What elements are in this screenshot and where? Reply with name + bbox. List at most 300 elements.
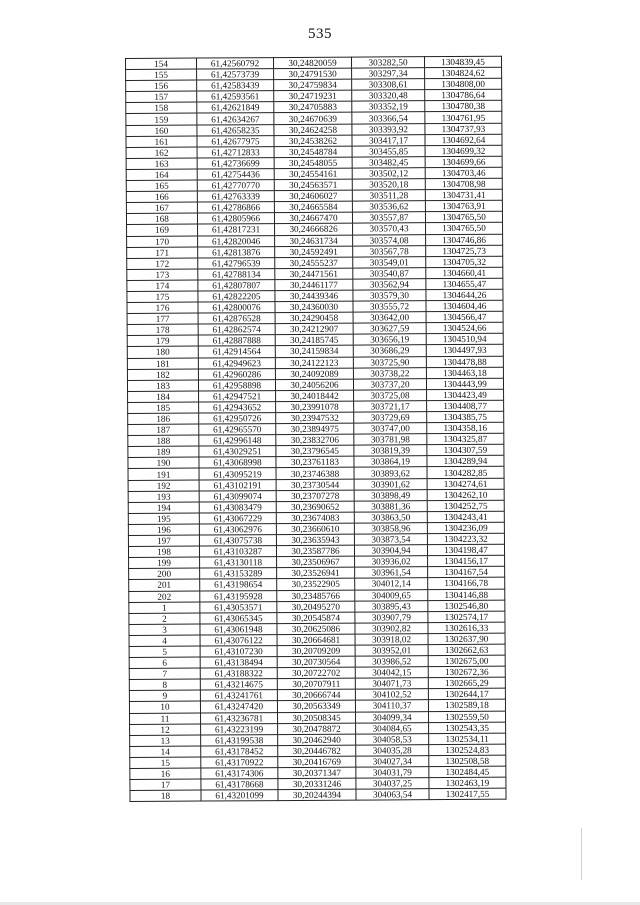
- latitude-cell: 61,43170922: [201, 756, 278, 768]
- x-coordinate-cell: 303902,82: [355, 622, 428, 634]
- x-coordinate-cell: 303952,01: [355, 645, 428, 657]
- point-number-cell: 4: [129, 635, 200, 647]
- y-coordinate-cell: 1304746,86: [426, 234, 503, 246]
- x-coordinate-cell: 303721,17: [354, 401, 427, 413]
- point-number-cell: 167: [126, 202, 197, 214]
- latitude-cell: 61,43195928: [200, 590, 277, 602]
- y-coordinate-cell: 1304765,50: [425, 212, 502, 224]
- x-coordinate-cell: 303747,00: [354, 423, 427, 435]
- y-coordinate-cell: 1304510,94: [426, 334, 503, 346]
- longitude-cell: 30,24471561: [275, 268, 353, 280]
- latitude-cell: 61,42677975: [197, 135, 274, 147]
- longitude-cell: 30,23674083: [276, 512, 354, 524]
- latitude-cell: 61,42573739: [197, 69, 274, 81]
- y-coordinate-cell: 1302675,00: [428, 655, 505, 667]
- longitude-cell: 30,20462940: [278, 734, 356, 746]
- longitude-cell: 30,23991078: [276, 401, 354, 413]
- x-coordinate-cell: 303574,08: [353, 234, 426, 246]
- point-number-cell: 172: [127, 258, 198, 270]
- latitude-cell: 61,42965570: [199, 424, 276, 436]
- latitude-cell: 61,42583439: [197, 80, 274, 92]
- longitude-cell: 30,20563349: [277, 701, 355, 713]
- x-coordinate-cell: 303907,79: [355, 611, 428, 623]
- point-number-cell: 2: [129, 613, 200, 625]
- y-coordinate-cell: 1304839,45: [424, 56, 501, 68]
- x-coordinate-cell: 304102,52: [355, 689, 428, 701]
- point-number-cell: 3: [129, 624, 200, 636]
- x-coordinate-cell: 303570,43: [353, 223, 426, 235]
- y-coordinate-cell: 1304524,66: [426, 322, 503, 334]
- point-number-cell: 189: [128, 446, 199, 458]
- y-coordinate-cell: 1302508,58: [429, 755, 506, 767]
- longitude-cell: 30,20244394: [278, 789, 356, 801]
- x-coordinate-cell: 303986,52: [355, 656, 428, 668]
- longitude-cell: 30,24538262: [274, 135, 352, 147]
- longitude-cell: 30,24631734: [275, 235, 353, 247]
- longitude-cell: 30,24056206: [275, 379, 353, 391]
- longitude-cell: 30,20707911: [277, 678, 355, 690]
- coordinate-table: [125, 56, 507, 803]
- latitude-cell: 61,42736699: [197, 157, 274, 169]
- x-coordinate-cell: 303656,19: [353, 334, 426, 346]
- latitude-cell: 61,42887888: [198, 335, 275, 347]
- point-number-cell: 6: [129, 657, 200, 669]
- point-number-cell: 194: [128, 502, 199, 514]
- x-coordinate-cell: 303579,30: [353, 290, 426, 302]
- longitude-cell: 30,20495270: [277, 601, 355, 613]
- longitude-cell: 30,24290458: [275, 312, 353, 324]
- longitude-cell: 30,23526941: [277, 567, 355, 579]
- x-coordinate-cell: 303549,01: [353, 256, 426, 268]
- point-number-cell: 14: [130, 746, 201, 758]
- latitude-cell: 61,42914564: [198, 346, 275, 358]
- y-coordinate-cell: 1304325,87: [427, 433, 504, 445]
- y-coordinate-cell: 1304156,17: [428, 555, 505, 567]
- x-coordinate-cell: 303686,29: [353, 345, 426, 357]
- point-number-cell: 197: [128, 535, 199, 547]
- longitude-cell: 30,24092089: [275, 368, 353, 380]
- point-number-cell: 193: [128, 491, 199, 503]
- latitude-cell: 61,43083479: [199, 501, 276, 513]
- latitude-cell: 61,42634267: [197, 113, 274, 125]
- longitude-cell: 30,24667470: [274, 212, 352, 224]
- x-coordinate-cell: 304042,15: [355, 667, 428, 679]
- longitude-cell: 30,24665584: [274, 201, 352, 213]
- point-number-cell: 185: [128, 402, 199, 414]
- y-coordinate-cell: 1304644,26: [426, 289, 503, 301]
- latitude-cell: 61,42813876: [198, 246, 275, 258]
- latitude-cell: 61,42712833: [197, 146, 274, 158]
- longitude-cell: 30,20478872: [278, 723, 356, 735]
- latitude-cell: 61,42949623: [198, 357, 275, 369]
- y-coordinate-cell: 1304289,94: [427, 456, 504, 468]
- y-coordinate-cell: 1304824,62: [425, 67, 502, 79]
- y-coordinate-cell: 1302417,55: [429, 788, 506, 800]
- y-coordinate-cell: 1304274,61: [427, 478, 504, 490]
- y-coordinate-cell: 1304761,95: [425, 112, 502, 124]
- y-coordinate-cell: 1304166,78: [428, 578, 505, 590]
- point-number-cell: 179: [127, 335, 198, 347]
- latitude-cell: 61,43067229: [199, 512, 276, 524]
- longitude-cell: 30,24592491: [275, 246, 353, 258]
- x-coordinate-cell: 303627,59: [353, 323, 426, 335]
- point-number-cell: 170: [127, 236, 198, 248]
- x-coordinate-cell: 303511,28: [352, 190, 425, 202]
- latitude-cell: 61,43138494: [200, 657, 277, 669]
- point-number-cell: 181: [127, 358, 198, 370]
- longitude-cell: 30,20446782: [278, 745, 356, 757]
- x-coordinate-cell: 303352,19: [352, 101, 425, 113]
- longitude-cell: 30,23894975: [276, 423, 354, 435]
- y-coordinate-cell: 1304808,00: [425, 78, 502, 90]
- longitude-cell: 30,23690652: [276, 501, 354, 513]
- x-coordinate-cell: 303858,96: [354, 523, 427, 535]
- point-number-cell: 196: [128, 524, 199, 536]
- longitude-cell: 30,23635943: [276, 534, 354, 546]
- latitude-cell: 61,43103287: [199, 546, 276, 558]
- point-number-cell: 186: [128, 413, 199, 425]
- latitude-cell: 61,42763339: [197, 191, 274, 203]
- latitude-cell: 61,42862574: [198, 324, 275, 336]
- latitude-cell: 61,42807807: [198, 279, 275, 291]
- x-coordinate-cell: 303961,54: [355, 567, 428, 579]
- x-coordinate-cell: 303555,72: [353, 301, 426, 313]
- latitude-cell: 61,43236781: [201, 712, 278, 724]
- x-coordinate-cell: 303520,18: [352, 179, 425, 191]
- x-coordinate-cell: 303540,87: [353, 267, 426, 279]
- point-number-cell: 165: [126, 180, 197, 192]
- latitude-cell: 61,42805966: [197, 213, 274, 225]
- point-number-cell: 164: [126, 169, 197, 181]
- point-number-cell: 175: [127, 291, 198, 303]
- point-number-cell: 154: [126, 58, 197, 70]
- x-coordinate-cell: 304031,79: [356, 767, 429, 779]
- latitude-cell: 61,43174306: [201, 768, 278, 780]
- x-coordinate-cell: 303893,62: [354, 467, 427, 479]
- latitude-cell: 61,43029251: [199, 446, 276, 458]
- page-number: 535: [308, 26, 332, 42]
- x-coordinate-cell: 303864,19: [354, 456, 427, 468]
- y-coordinate-cell: 1304252,75: [427, 500, 504, 512]
- x-coordinate-cell: 303901,62: [354, 478, 427, 490]
- y-coordinate-cell: 1302543,35: [429, 722, 506, 734]
- latitude-cell: 61,42800076: [198, 302, 275, 314]
- longitude-cell: 30,24563571: [274, 179, 352, 191]
- point-number-cell: 183: [127, 380, 198, 392]
- latitude-cell: 61,42786866: [197, 202, 274, 214]
- x-coordinate-cell: 304063,54: [356, 789, 429, 801]
- point-number-cell: 163: [126, 158, 197, 170]
- latitude-cell: 61,42960286: [198, 368, 275, 380]
- longitude-cell: 30,24122123: [275, 357, 353, 369]
- latitude-cell: 61,43099074: [199, 490, 276, 502]
- point-number-cell: 192: [128, 480, 199, 492]
- x-coordinate-cell: 303320,48: [352, 90, 425, 102]
- latitude-cell: 61,42950726: [199, 413, 276, 425]
- y-coordinate-cell: 1304705,32: [426, 256, 503, 268]
- latitude-cell: 61,43076122: [200, 634, 277, 646]
- y-coordinate-cell: 1304655,47: [426, 278, 503, 290]
- latitude-cell: 61,42876528: [198, 313, 275, 325]
- x-coordinate-cell: 303904,94: [354, 545, 427, 557]
- longitude-cell: 30,23746388: [276, 468, 354, 480]
- point-number-cell: 174: [127, 280, 198, 292]
- longitude-cell: 30,20666744: [277, 689, 355, 701]
- latitude-cell: 61,43095219: [199, 468, 276, 480]
- longitude-cell: 30,24670639: [274, 113, 352, 125]
- y-coordinate-cell: 1302534,11: [429, 733, 506, 745]
- point-number-cell: 190: [128, 457, 199, 469]
- x-coordinate-cell: 303308,61: [352, 79, 425, 91]
- latitude-cell: 61,43062976: [199, 524, 276, 536]
- latitude-cell: 61,42822205: [198, 291, 275, 303]
- point-number-cell: 9: [129, 690, 200, 702]
- point-number-cell: 166: [126, 191, 197, 203]
- x-coordinate-cell: 304037,25: [356, 778, 429, 790]
- point-number-cell: 161: [126, 136, 197, 148]
- y-coordinate-cell: 1304423,49: [427, 389, 504, 401]
- longitude-cell: 30,23587786: [276, 545, 354, 557]
- latitude-cell: 61,43053571: [200, 601, 277, 613]
- x-coordinate-cell: 303297,34: [352, 68, 425, 80]
- latitude-cell: 61,43153289: [200, 568, 277, 580]
- latitude-cell: 61,43068998: [199, 457, 276, 469]
- point-number-cell: 11: [130, 713, 201, 725]
- point-number-cell: 182: [127, 369, 198, 381]
- longitude-cell: 30,23660610: [276, 523, 354, 535]
- y-coordinate-cell: 1304243,41: [427, 511, 504, 523]
- x-coordinate-cell: 303895,43: [355, 600, 428, 612]
- y-coordinate-cell: 1302637,90: [428, 633, 505, 645]
- longitude-cell: 30,24624258: [274, 124, 352, 136]
- x-coordinate-cell: 303536,62: [352, 201, 425, 213]
- point-number-cell: 158: [126, 102, 197, 114]
- point-number-cell: 191: [128, 469, 199, 481]
- longitude-cell: 30,23730544: [276, 479, 354, 491]
- x-coordinate-cell: 303819,39: [354, 445, 427, 457]
- longitude-cell: 30,24360030: [275, 301, 353, 313]
- y-coordinate-cell: 1302662,63: [428, 644, 505, 656]
- longitude-cell: 30,24791530: [274, 68, 352, 80]
- point-number-cell: 162: [126, 147, 197, 159]
- y-coordinate-cell: 1304731,41: [425, 189, 502, 201]
- x-coordinate-cell: 303366,54: [352, 112, 425, 124]
- point-number-cell: 200: [129, 568, 200, 580]
- y-coordinate-cell: 1302644,17: [428, 689, 505, 701]
- longitude-cell: 30,24461177: [275, 279, 353, 291]
- y-coordinate-cell: 1304708,98: [425, 178, 502, 190]
- longitude-cell: 30,23522905: [277, 579, 355, 591]
- longitude-cell: 30,24212907: [275, 323, 353, 335]
- y-coordinate-cell: 1304763,91: [425, 200, 502, 212]
- latitude-cell: 61,43178452: [201, 745, 278, 757]
- x-coordinate-cell: 303729,69: [354, 412, 427, 424]
- y-coordinate-cell: 1304385,75: [427, 411, 504, 423]
- longitude-cell: 30,20545874: [277, 612, 355, 624]
- x-coordinate-cell: 304099,34: [355, 711, 428, 723]
- point-number-cell: 18: [130, 790, 201, 802]
- longitude-cell: 30,24439346: [275, 290, 353, 302]
- latitude-cell: 61,43247420: [200, 701, 277, 713]
- longitude-cell: 30,23796545: [276, 445, 354, 457]
- y-coordinate-cell: 1304167,54: [428, 567, 505, 579]
- y-coordinate-cell: 1304725,73: [426, 245, 503, 257]
- point-number-cell: 17: [130, 779, 201, 791]
- longitude-cell: 30,24548055: [274, 157, 352, 169]
- x-coordinate-cell: 303898,49: [354, 489, 427, 501]
- y-coordinate-cell: 1304780,38: [425, 101, 502, 113]
- latitude-cell: 61,43130118: [200, 557, 277, 569]
- longitude-cell: 30,24159834: [275, 346, 353, 358]
- point-number-cell: 7: [129, 668, 200, 680]
- point-number-cell: 180: [127, 346, 198, 358]
- latitude-cell: 61,43201099: [201, 790, 278, 802]
- latitude-cell: 61,43188322: [200, 668, 277, 680]
- latitude-cell: 61,43107230: [200, 646, 277, 658]
- x-coordinate-cell: 303642,00: [353, 312, 426, 324]
- latitude-cell: 61,42943652: [199, 401, 276, 413]
- latitude-cell: 61,42958898: [198, 379, 275, 391]
- latitude-cell: 61,42788134: [198, 268, 275, 280]
- y-coordinate-cell: 1304358,16: [427, 422, 504, 434]
- y-coordinate-cell: 1304282,85: [427, 467, 504, 479]
- point-number-cell: 173: [127, 269, 198, 281]
- latitude-cell: 61,42996148: [199, 435, 276, 447]
- x-coordinate-cell: 303863,50: [354, 512, 427, 524]
- longitude-cell: 30,23761183: [276, 456, 354, 468]
- x-coordinate-cell: 304009,65: [355, 589, 428, 601]
- longitude-cell: 30,23485766: [277, 590, 355, 602]
- longitude-cell: 30,24554161: [274, 168, 352, 180]
- point-number-cell: 187: [128, 424, 199, 436]
- y-coordinate-cell: 1302574,17: [428, 611, 505, 623]
- y-coordinate-cell: 1302546,80: [428, 600, 505, 612]
- y-coordinate-cell: 1304443,99: [426, 378, 503, 390]
- y-coordinate-cell: 1304408,77: [427, 400, 504, 412]
- point-number-cell: 178: [127, 324, 198, 336]
- point-number-cell: 199: [129, 557, 200, 569]
- latitude-cell: 61,42658235: [197, 124, 274, 136]
- longitude-cell: 30,23707278: [276, 490, 354, 502]
- longitude-cell: 30,24018442: [276, 390, 354, 402]
- x-coordinate-cell: 303502,12: [352, 168, 425, 180]
- latitude-cell: 61,42770770: [197, 180, 274, 192]
- x-coordinate-cell: 304012,14: [355, 578, 428, 590]
- longitude-cell: 30,24185745: [275, 334, 353, 346]
- longitude-cell: 30,24548784: [274, 146, 352, 158]
- point-number-cell: 16: [130, 768, 201, 780]
- longitude-cell: 30,20331246: [278, 778, 356, 790]
- y-coordinate-cell: 1304660,41: [426, 267, 503, 279]
- point-number-cell: 15: [130, 757, 201, 769]
- y-coordinate-cell: 1302665,29: [428, 677, 505, 689]
- point-number-cell: 198: [128, 546, 199, 558]
- point-number-cell: 159: [126, 114, 197, 126]
- y-coordinate-cell: 1304223,32: [427, 533, 504, 545]
- latitude-cell: 61,42817231: [198, 224, 275, 236]
- latitude-cell: 61,43065345: [200, 612, 277, 624]
- point-number-cell: 13: [130, 735, 201, 747]
- latitude-cell: 61,43198654: [200, 579, 277, 591]
- point-number-cell: 8: [129, 679, 200, 691]
- point-number-cell: 169: [127, 224, 198, 236]
- x-coordinate-cell: 303781,98: [354, 434, 427, 446]
- longitude-cell: 30,20664681: [277, 634, 355, 646]
- x-coordinate-cell: 303482,45: [352, 157, 425, 169]
- latitude-cell: 61,43214675: [200, 679, 277, 691]
- x-coordinate-cell: 303455,85: [352, 145, 425, 157]
- latitude-cell: 61,43102191: [199, 479, 276, 491]
- y-coordinate-cell: 1304699,32: [425, 145, 502, 157]
- y-coordinate-cell: 1304737,93: [425, 123, 502, 135]
- longitude-cell: 30,20722702: [277, 667, 355, 679]
- point-number-cell: 157: [126, 91, 197, 103]
- y-coordinate-cell: 1304146,88: [428, 589, 505, 601]
- latitude-cell: 61,42947521: [199, 390, 276, 402]
- latitude-cell: 61,42754436: [197, 169, 274, 181]
- y-coordinate-cell: 1304566,47: [426, 311, 503, 323]
- x-coordinate-cell: 304071,73: [355, 678, 428, 690]
- y-coordinate-cell: 1304478,88: [426, 356, 503, 368]
- table-row: [130, 788, 506, 801]
- latitude-cell: 61,42621849: [197, 102, 274, 114]
- point-number-cell: 1: [129, 602, 200, 614]
- point-number-cell: 195: [128, 513, 199, 525]
- latitude-cell: 61,43178668: [201, 779, 278, 791]
- latitude-cell: 61,42796539: [198, 257, 275, 269]
- latitude-cell: 61,43075738: [199, 535, 276, 547]
- latitude-cell: 61,42820046: [198, 235, 275, 247]
- x-coordinate-cell: 303918,02: [355, 634, 428, 646]
- point-number-cell: 171: [127, 247, 198, 259]
- point-number-cell: 12: [130, 724, 201, 736]
- y-coordinate-cell: 1304262,10: [427, 489, 504, 501]
- y-coordinate-cell: 1304703,46: [425, 167, 502, 179]
- x-coordinate-cell: 304058,53: [356, 733, 429, 745]
- x-coordinate-cell: 303725,08: [354, 389, 427, 401]
- y-coordinate-cell: 1304236,09: [427, 522, 504, 534]
- x-coordinate-cell: 303936,02: [355, 556, 428, 568]
- y-coordinate-cell: 1302484,45: [429, 766, 506, 778]
- y-coordinate-cell: 1302616,33: [428, 622, 505, 634]
- y-coordinate-cell: 1304604,46: [426, 300, 503, 312]
- x-coordinate-cell: 303393,92: [352, 123, 425, 135]
- point-number-cell: 156: [126, 80, 197, 92]
- latitude-cell: 61,43241761: [200, 690, 277, 702]
- longitude-cell: 30,20730564: [277, 656, 355, 668]
- x-coordinate-cell: 303737,20: [353, 378, 426, 390]
- y-coordinate-cell: 1304765,50: [426, 223, 503, 235]
- point-number-cell: 5: [129, 646, 200, 658]
- y-coordinate-cell: 1304692,64: [425, 134, 502, 146]
- longitude-cell: 30,24719231: [274, 90, 352, 102]
- y-coordinate-cell: 1304307,59: [427, 444, 504, 456]
- y-coordinate-cell: 1302672,36: [428, 666, 505, 678]
- x-coordinate-cell: 303282,50: [351, 57, 424, 69]
- x-coordinate-cell: 303738,22: [353, 367, 426, 379]
- point-number-cell: 176: [127, 302, 198, 314]
- y-coordinate-cell: 1304786,64: [425, 89, 502, 101]
- latitude-cell: 61,42593561: [197, 91, 274, 103]
- point-number-cell: 10: [129, 701, 200, 713]
- y-coordinate-cell: 1302463,19: [429, 777, 506, 789]
- point-number-cell: 177: [127, 313, 198, 325]
- point-number-cell: 168: [126, 213, 197, 225]
- x-coordinate-cell: 304035,28: [356, 744, 429, 756]
- y-coordinate-cell: 1304497,93: [426, 345, 503, 357]
- longitude-cell: 30,24606027: [274, 190, 352, 202]
- x-coordinate-cell: 303557,87: [352, 212, 425, 224]
